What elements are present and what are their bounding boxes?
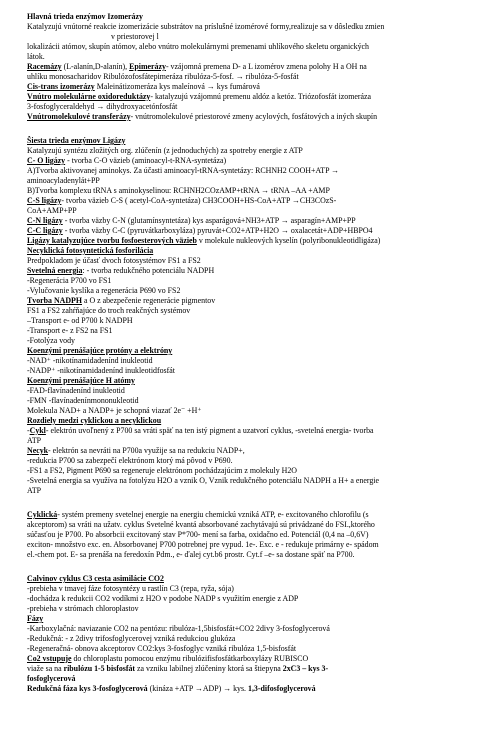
spacer xyxy=(27,496,475,510)
paragraph-line: -Regeneračná- obnova akceptorov CO2:kys 3-fosfoglyc vzniká ribulóza 1,5-bisfosfát xyxy=(27,644,297,653)
section-title-koenzymy-protony: Koenzými prenášajúce protóny a elektróny xyxy=(27,346,173,355)
section-title-rozdiely: Rozdiely medzi cyklickou a necyklickou xyxy=(27,416,162,425)
paragraph-line: Molekula NAD+ a NADP+ je schopná viazať 2e⁻ +H⁺ xyxy=(27,406,202,415)
cc-ligazy-line: C-C ligázy - tvorba väzby C-C (pyruvátkarboxyláza) pyruvát+CO2+ATP+H2O → oxalacetát+ADP+HBPO4 xyxy=(27,226,373,235)
paragraph-line: 3-fosfoglyceraldehyd → dihydroxyacetónfosfát xyxy=(27,102,178,111)
paragraph-line: uhlíku monosacharidov Ribulózofosfátepimeráza ribulóza-5-fosf. → ribulóza-5-fosfát xyxy=(27,72,299,81)
paragraph-line: -NADP⁺ -nikotínamidadenínd inukleotidfosfát xyxy=(27,366,175,375)
cn-ligazy-line: C-N ligázy - tvorba väzby C-N (glutamínsyntetáza) kys asparágová+NH3+ATP → asparagín+AMP+PP xyxy=(27,216,356,225)
paragraph-line: v priestorovej l xyxy=(111,32,159,41)
paragraph-line: Katalyzujú vnútorné reakcie izomerizácie substrátov na príslušné izomérové formy,realizuje sa v dôsledku zmien xyxy=(27,22,385,31)
cs-ligazy-line: C-S ligázy- tvorba väzieb C-S ( acetyl-CoA-syntetáza) CH3COOH+HS-CoA+ATP →CH3COzS- xyxy=(27,196,337,205)
paragraph-line: el.-chem pot. E- sa prenáša na feredoxín Pdm., e- ďalej cyt.b6 prostr. Cyt.f –e- sa dostane späť na P700. xyxy=(27,550,355,559)
paragraph-line: –Transport e- od P700 k NADPH xyxy=(27,316,133,325)
paragraph-line: aminoacyladenylát+PP xyxy=(27,176,100,185)
paragraph-line: -Regenerácia P700 vo FS1 xyxy=(27,276,112,285)
paragraph-line: ATP xyxy=(27,486,42,495)
paragraph-line: exciton- množstvo exc. en. Absorbovanej P700 potrebnej pre vypud. 1e-. Exc. e - redukuje primárny e- spádom xyxy=(27,540,379,549)
section-title-koenzymy-h: Koenzými prenášajúce H atómy xyxy=(27,376,135,385)
paragraph-line: A)Tvorba aktivovanej aminokys. Za účasti aminoacyl-tRNA-syntetázy: RCHNH2 COOH+ATP → xyxy=(27,166,340,175)
paragraph-line: lokalizácii atómov, skupín atómov, alebo vnútro molekulárnymi premenami uhlíkového skeletu organických xyxy=(27,42,369,51)
section-title-calvin: Calvinov cyklus C3 cesta asimilácie CO2 xyxy=(27,574,164,583)
paragraph-line: CoA+AMP+PP xyxy=(27,206,77,215)
section-title-izomerazy: Hlavná trieda enzýmov Izomerázy xyxy=(27,12,143,21)
cis-trans-line: Cis-trans izomerázy Maleinátizomeráza kys maleínová → kys fumárová xyxy=(27,82,260,91)
racemazy-line: Racemázy (L-alanín,D-alanín), Epimerázy- vzájomná premena D- a L izomérov zmena polohy H a OH na xyxy=(27,62,367,71)
fosfoester-ligazy-line: Ligázy katalyzujúce tvorbu fosfoesterových väzieb v molekule nukleových kyselín (polyribonukleotidligáza) xyxy=(27,236,381,245)
ribuloza-line: viaže sa na ribulózu 1-5 bisfosfát za vzniku labilnej zlúčeniny ktorá sa štiepyna 2xC3 – kys 3- xyxy=(27,664,329,673)
paragraph-line: -Vylučovanie kyslíka a regenerácia P690 vo FS2 xyxy=(27,286,181,295)
paragraph-line: -FMN -flavínadenínmononukleotid xyxy=(27,396,139,405)
oxidoreduktazy-line: Vnútro molekulárne oxidoreduktázy- katalyzujú vzájomnú premenu aldóz a ketóz. Triózofosfát izomeráza xyxy=(27,92,371,101)
paragraph-line: -redukcia P700 sa zabezpečí elektrónom ktorý má pôvod v P690. xyxy=(27,456,233,465)
paragraph-line: -NAD⁺ -nikotínamidadenínd inukleotid xyxy=(27,356,153,365)
spacer xyxy=(27,122,475,136)
paragraph-line: -FAD-flavínadenínd inukleotid xyxy=(27,386,125,395)
cyklicka-definition-line: Cyklická- systém premeny svetelnej energie na energiu chemickú vzniká ATP, e- excitovaného chlorofilu (s xyxy=(27,510,369,519)
paragraph-line: ATP xyxy=(27,436,42,445)
paragraph-line: -Karboxylačná: naviazanie CO2 na pentózu: ribulóza-1,5bisfosfát+CO2 2divy 3-fosfoglycerová xyxy=(27,624,330,633)
paragraph-line: FS1 a FS2 zahŕňajúce do troch reakčných systémov xyxy=(27,306,191,315)
paragraph-line: látok. xyxy=(27,52,45,61)
paragraph-line: -prebieha v tmavej fáze fotosyntézy u rastlín C3 (repa, ryža, sója) xyxy=(27,584,234,593)
spacer xyxy=(27,560,475,574)
paragraph-line: fosfoglycerová xyxy=(27,674,76,683)
paragraph-line: -Transport e- z FS2 na FS1 xyxy=(27,326,113,335)
necyklicka-line: Necyk- elektrón sa nevráti na P700a využije sa na redukciu NADP+, xyxy=(27,446,245,455)
paragraph-line: -Redukčná: - z 2divy trifosfoglycerovej vzniká redukciou glukóza xyxy=(27,634,236,643)
redukcna-faza-line: Redukčná fáza kys 3-fosfoglycerová (kináza +ATP →ADP) → kys. 1,3-difosfoglycerová xyxy=(27,684,316,693)
svetelna-energia-line: Svetelná energia: - tvorba redukčného potenciálu NADPH xyxy=(27,266,215,275)
paragraph-line: akceptorom) sa vráti na užatv. cyklus Svetelné kvantá absorbované zachytávajú sú privádzané do FSI.,ktorého xyxy=(27,520,375,529)
section-title-ligazy: Šiesta trieda enzýmov Ligázy xyxy=(27,136,126,145)
paragraph-line: -Svetelná energia sa využíva na fotolýzu H2O a vznik O, Vznik redukčného potenciálu NADPH a H+ a energie xyxy=(27,476,379,485)
cyklicka-line: -Cykl- elektrón uvoľnený z P700 sa vráti späť na ten istý pigment a uzatvorí cyklus, -svetelná energia- tvorba xyxy=(27,426,374,435)
section-title-fazy: Fázy xyxy=(27,614,44,623)
co-ligazy-line: C- O ligázy - tvorba C-O väzieb (aminoacyl-t-RNA-syntetáza) xyxy=(27,156,227,165)
paragraph-line: Predpokladom je účasť dvoch fotosystémov FS1 a FS2 xyxy=(27,256,201,265)
nadph-line: Tvorba NADPH a O z abezpečenie regenerácie pigmentov xyxy=(27,296,216,305)
paragraph-line: Katalyzujú syntézu zložitých org. zlúčenín (z jednoduchých) za spotreby energie z ATP xyxy=(27,146,303,155)
document xyxy=(27,12,475,694)
paragraph-line: -Fotolýza vody xyxy=(27,336,75,345)
paragraph-line: B)Tvorba komplexu tRNA s aminokyselinou: RCHNH2COzAMP+tRNA → tRNA –AA +AMP xyxy=(27,186,330,195)
paragraph-line: -prebieha v strómach chloroplastov xyxy=(27,604,139,613)
paragraph-line: -FS1 a FS2, Pigment P690 sa regeneruje elektrónom pochádzajúcim z molekuly H2O xyxy=(27,466,297,475)
paragraph-line: súčasťou je P700. Po absorbcii excitovaný stav P*700- mení sa farba, oxidačno ed. Potenciál (0,4 na –0,6V) xyxy=(27,530,369,539)
section-title-fosforilacia: Necyklická fotosyntetická fosforilácia xyxy=(27,246,154,255)
paragraph-line: -dochádza k redukcii CO2 vodíkmi z H2O v podobe NADP s využitím energie z ADP xyxy=(27,594,299,603)
transferazy-line: Vnútromolekulové transferázy- vnútromolekulové priestorové zmeny acylových, fosfátových a iných skupín xyxy=(27,112,378,121)
co2-vstupuje-line: Co2 vstupuje do chloroplastu pomocou enzýmu ribulózifisfosfátkarboxylázy RUBISCO xyxy=(27,654,309,663)
